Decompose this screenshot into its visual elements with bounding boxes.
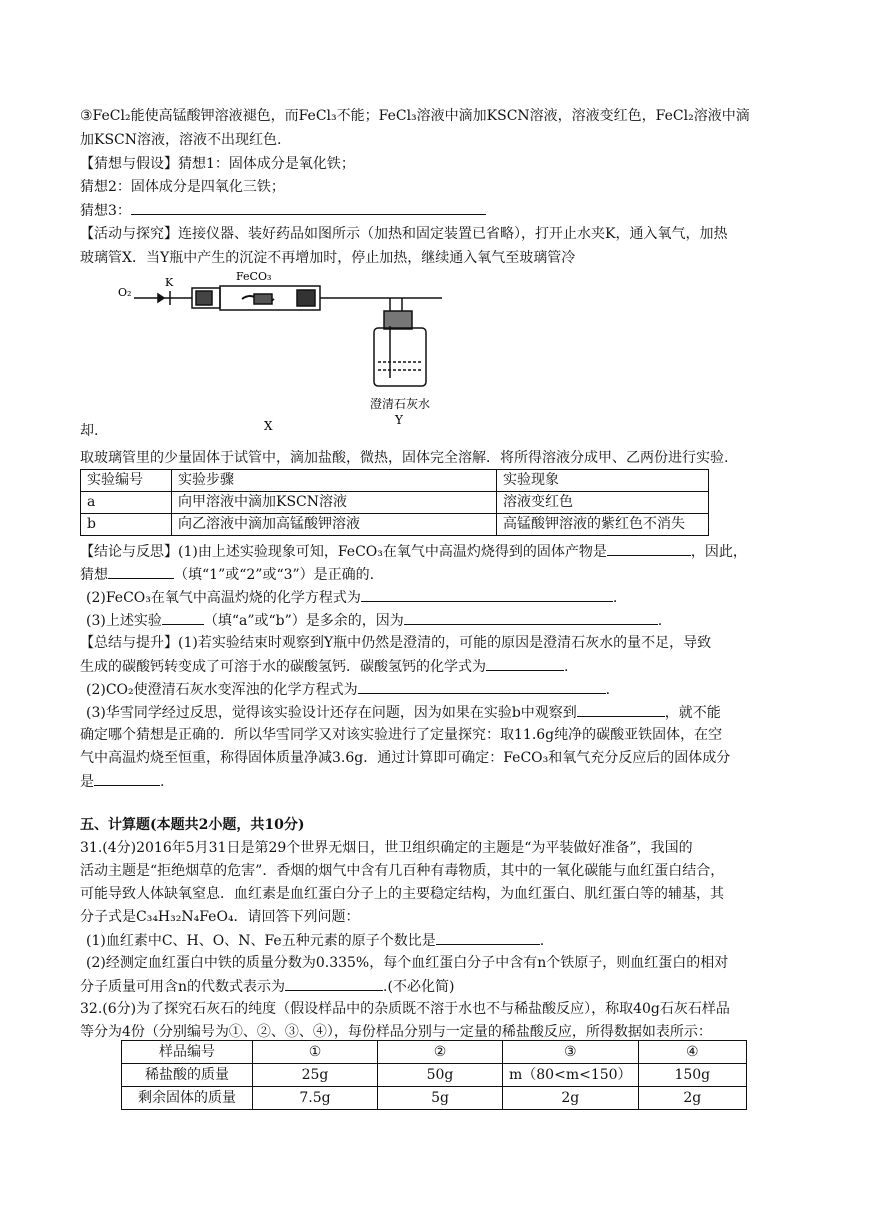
table-cell: 向乙溶液中滴加高锰酸钾溶液 <box>172 514 497 536</box>
text-line: 却. <box>80 423 99 439</box>
text-line: 取玻璃管里的少量固体于试管中，滴加盐酸，微热，固体完全溶解．将所得溶液分成甲、乙两份进行实验. <box>80 450 729 466</box>
table-cell: 150g <box>638 1064 746 1087</box>
sample-data-table <box>121 1040 747 1110</box>
text-line <box>86 587 617 608</box>
o2-label: O₂ <box>118 286 132 299</box>
answer-blank[interactable] <box>108 564 174 579</box>
table-row <box>122 1087 747 1110</box>
y-label: Y <box>395 413 403 427</box>
table-row <box>81 492 709 514</box>
table-header-cell: ④ <box>638 1041 746 1064</box>
section-heading: 五、计算题(本题共2小题，共10分) <box>80 817 305 833</box>
answer-blank[interactable] <box>486 656 564 671</box>
summary-text: (2)CO₂使澄清石灰水变浑浊的化学方程式为 <box>86 682 358 698</box>
text-line <box>86 679 610 700</box>
table-cell: 2g <box>503 1087 639 1110</box>
period: . <box>605 682 611 698</box>
text-line <box>80 976 454 997</box>
period: . <box>612 590 618 606</box>
text-line <box>86 930 544 951</box>
text-line <box>80 656 568 677</box>
conclusion-text: 猜想 <box>80 567 108 583</box>
text-line: 加KSCN溶液，溶液不出现红色. <box>80 132 282 148</box>
experiment-table <box>80 469 709 536</box>
table-header-cell: ② <box>378 1041 503 1064</box>
answer-blank[interactable] <box>162 610 204 625</box>
table-cell: 2g <box>638 1087 746 1110</box>
text-line: 玻璃管X．当Y瓶中产生的沉淀不再增加时，停止加热，继续通入氧气至玻璃管冷 <box>80 250 576 266</box>
table-cell: 向甲溶液中滴加KSCN溶液 <box>172 492 497 514</box>
table-cell: m（80<m<150） <box>503 1064 639 1087</box>
feco3-label: FeCO₃ <box>236 270 272 283</box>
text-line <box>80 200 486 221</box>
conclusion-text: （填“1”或“2”或“3”）是正确的. <box>174 567 375 583</box>
conclusion-text: （填“a”或“b”）是多余的，因为 <box>203 613 404 629</box>
summary-text: 是 <box>80 774 94 790</box>
text-line: (2)经测定血红蛋白中铁的质量分数为0.335%，每个血红蛋白分子中含有n个铁原子，则血红蛋白的相对 <box>86 955 729 971</box>
answer-blank[interactable] <box>358 679 606 694</box>
text-line: 【活动与探究】连接仪器、装好药品如图所示（加热和固定装置已省略），打开止水夹K，通入氧气，加热 <box>80 226 728 242</box>
table-cell: 剩余固体的质量 <box>122 1087 253 1110</box>
text-line: ③FeCl₂能使高锰酸钾溶液褪色，而FeCl₃不能；FeCl₃溶液中滴加KSCN溶液，溶液变红色，FeCl₂溶液中滴 <box>80 108 750 124</box>
text-line: 猜想2：固体成分是四氧化三铁； <box>80 179 285 195</box>
x-label: X <box>264 419 273 433</box>
question-text: (1)血红素中C、H、O、N、Fe五种元素的原子个数比是 <box>86 933 436 949</box>
text-line: 可能导致人体缺氧窒息．血红素是血红蛋白分子上的主要稳定结构，为血红蛋白、肌红蛋白等的辅基，其 <box>80 886 724 902</box>
table-cell: 溶液变红色 <box>497 492 709 514</box>
table-cell: 50g <box>378 1064 503 1087</box>
text-line <box>86 702 721 723</box>
table-cell: a <box>81 492 172 514</box>
summary-text: 生成的碳酸钙转变成了可溶于水的碳酸氢钙．碳酸氢钙的化学式为 <box>80 659 486 675</box>
summary-text: ，就不能 <box>664 705 721 721</box>
period: . <box>564 659 569 675</box>
answer-blank[interactable] <box>94 771 160 786</box>
table-cell: 5g <box>378 1087 503 1110</box>
text-line: 【猜想与假设】猜想1：固体成分是氧化铁； <box>80 156 355 172</box>
text-line: 【总结与提升】(1)若实验结束时观察到Y瓶中仍然是澄清的，可能的原因是澄清石灰水的量不足，导致 <box>80 635 712 651</box>
text-line: 活动主题是“拒绝烟草的危害”．香烟的烟气中含有几百种有毒物质，其中的一氧化碳能与血红蛋白结合， <box>80 863 725 879</box>
table-header-cell: ③ <box>503 1041 639 1064</box>
table-row <box>122 1064 747 1087</box>
table-header-cell: ① <box>253 1041 378 1064</box>
text-line: 分子式是C₃₄H₃₂N₄FeO₄．请回答下列问题： <box>80 909 360 925</box>
table-row <box>81 514 709 536</box>
text-line: 32.(6分)为了探究石灰石的纯度（假设样品中的杂质既不溶于水也不与稀盐酸反应），称取40g石灰石样品 <box>80 1001 730 1017</box>
text-line: 气中高温灼烧至恒重，称得固体质量净减3.6g．通过计算即可确定：FeCO₃和氧气充分反应后的固体成分 <box>80 750 731 766</box>
text-line: 31.(4分)2016年5月31日是第29个世界无烟日，世卫组织确定的主题是“为平装做好准备”，我国的 <box>80 840 693 856</box>
conclusion-text: ，因此， <box>690 544 747 560</box>
answer-blank[interactable] <box>285 976 383 991</box>
table-cell: 7.5g <box>253 1087 378 1110</box>
conclusion-text: (2)FeCO₃在氧气中高温灼烧的化学方程式为 <box>86 590 361 606</box>
table-header-cell: 实验现象 <box>497 470 709 492</box>
table-cell: b <box>81 514 172 536</box>
question-text: .(不必化简) <box>383 979 455 995</box>
apparatus-diagram <box>112 266 452 436</box>
table-cell: 高锰酸钾溶液的紫红色不消失 <box>497 514 709 536</box>
answer-blank[interactable] <box>131 200 486 215</box>
table-header-row <box>81 470 709 492</box>
table-header-cell: 样品编号 <box>122 1041 253 1064</box>
text-line <box>80 771 164 792</box>
table-cell: 稀盐酸的质量 <box>122 1064 253 1087</box>
question-text: 分子质量可用含n的代数式表示为 <box>80 979 286 995</box>
conclusion-text: 【结论与反思】(1)由上述实验现象可知，FeCO₃在氧气中高温灼烧得到的固体产物是 <box>80 544 607 560</box>
summary-text: (3)华雪同学经过反思，觉得该实验设计还存在问题，因为如果在实验b中观察到 <box>86 705 577 721</box>
table-cell: 25g <box>253 1064 378 1087</box>
conclusion-text: (3)上述实验 <box>86 613 162 629</box>
answer-blank[interactable] <box>404 610 658 625</box>
table-header-cell: 实验编号 <box>81 470 172 492</box>
table-header-row <box>122 1041 747 1064</box>
text-line <box>80 541 747 562</box>
limewater-label: 澄清石灰水 <box>370 397 431 411</box>
answer-blank[interactable] <box>607 541 691 556</box>
text-line: 确定哪个猜想是正确的．所以华雪同学又对该实验进行了定量探究：取11.6g纯净的碳酸亚铁固体，在空 <box>80 727 723 743</box>
period: . <box>160 774 165 790</box>
answer-blank[interactable] <box>361 587 613 602</box>
period: . <box>539 933 545 949</box>
text-line <box>86 610 662 631</box>
guess3-label: 猜想3： <box>80 203 131 219</box>
text-line: 等分为4份（分别编号为①、②、③、④），每份样品分别与一定量的稀盐酸反应，所得数据如表所示： <box>80 1024 712 1040</box>
k-label: K <box>165 276 174 289</box>
answer-blank[interactable] <box>436 930 540 945</box>
text-line <box>80 564 374 585</box>
table-header-cell: 实验步骤 <box>172 470 497 492</box>
answer-blank[interactable] <box>577 702 665 717</box>
period: . <box>657 613 663 629</box>
